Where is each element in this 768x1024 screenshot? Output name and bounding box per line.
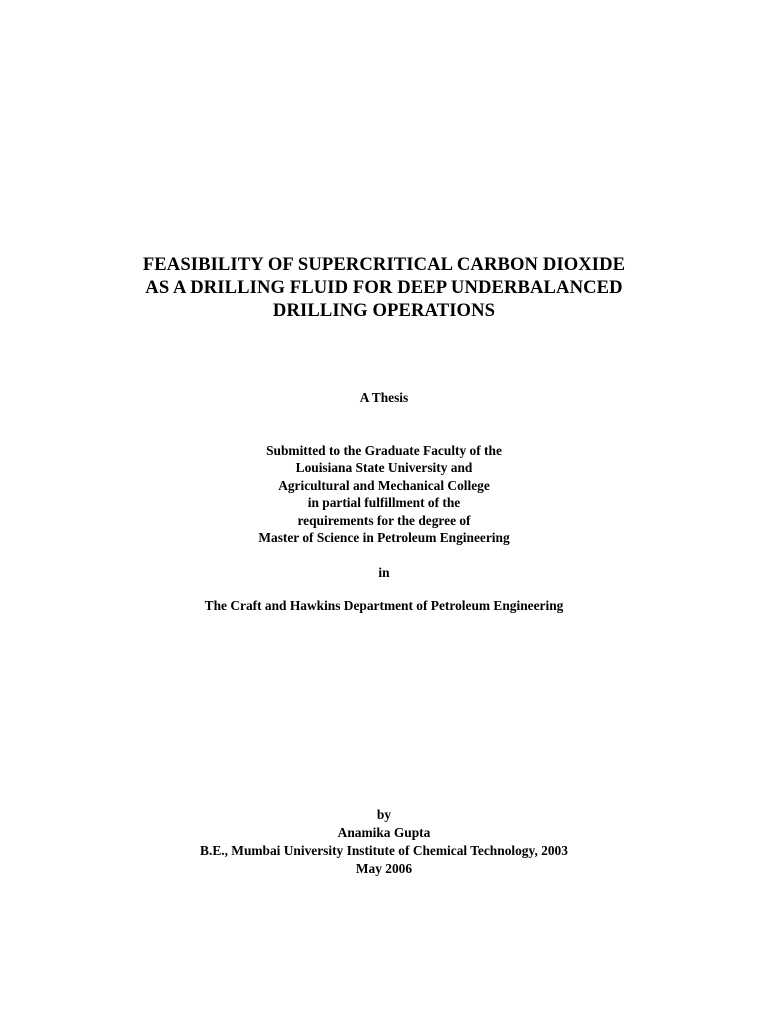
in-connector: in (378, 565, 390, 580)
department-name: The Craft and Hawkins Department of Petroleum Engineering (204, 598, 564, 613)
author-block (0, 806, 768, 878)
submission-line-3: Agricultural and Mechanical College (278, 477, 490, 493)
author-name: Anamika Gupta (337, 825, 431, 840)
thesis-title-line-2: AS A DRILLING FLUID FOR DEEP UNDERBALANCED (145, 277, 623, 298)
submission-line-1: Submitted to the Graduate Faculty of the (266, 443, 502, 458)
submission-line-2: Louisiana State University and (295, 460, 473, 476)
thesis-title (0, 253, 768, 322)
document-type-label: A Thesis (359, 390, 409, 405)
submission-line-6: Master of Science in Petroleum Engineering (258, 530, 510, 546)
submission-line-4: in partial fulfillment of the (307, 495, 461, 511)
submission-statement (0, 442, 768, 546)
submission-line-5: requirements for the degree of (297, 512, 471, 528)
by-label: by (376, 807, 392, 822)
thesis-title-line-3: DRILLING OPERATIONS (272, 300, 496, 321)
prior-degree: B.E., Mumbai University Institute of Chemical Technology, 2003 (200, 843, 568, 858)
submission-date: May 2006 (355, 861, 413, 876)
thesis-title-line-1: FEASIBILITY OF SUPERCRITICAL CARBON DIOXIDE (142, 254, 626, 275)
